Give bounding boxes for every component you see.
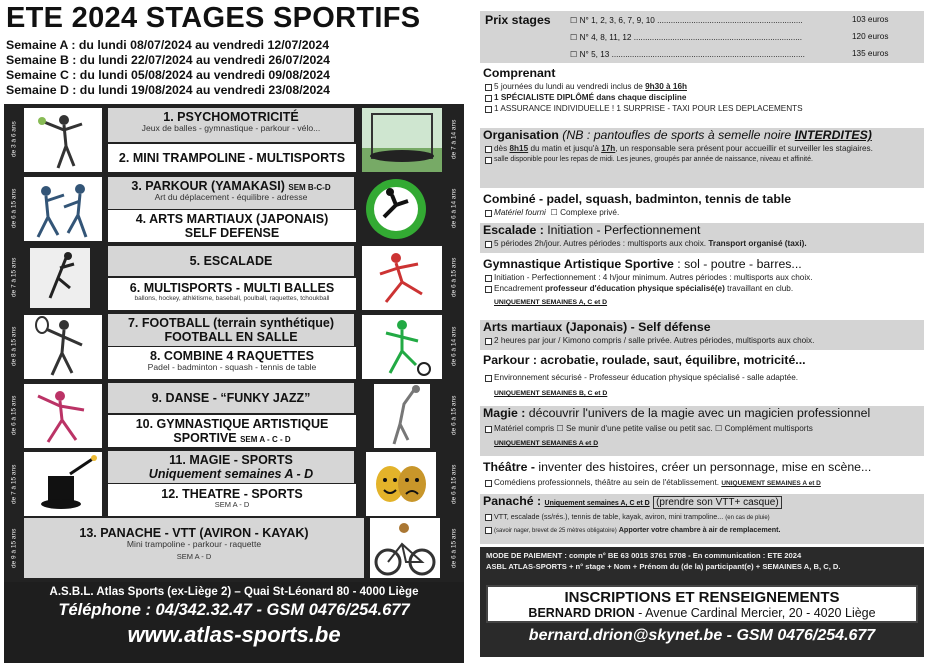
activity-title: 9. DANSE - “FUNKY JAZZ” <box>151 391 311 405</box>
section-title: Arts martiaux (Japonais) - Self défense <box>483 320 711 334</box>
activity-subtitle: ballons, hockey, athlétisme, baseball, poulball, raquettes, tchoukball <box>134 295 330 302</box>
price-value: 103 euros <box>852 15 889 24</box>
activity-2 <box>108 144 356 172</box>
section-title: Gymnastique Artistique Sportive : sol - poutre - barres... <box>483 257 802 271</box>
section-title: Magie : découvrir l'univers de la magie avec un magicien professionnel <box>483 406 871 420</box>
activity-title-line2: FOOTBALL EN SALLE <box>164 330 298 344</box>
payment-box <box>480 547 924 657</box>
activity-tag: SEM B-C-D <box>288 183 331 192</box>
section-title: Escalade : Initiation - Perfectionnement <box>483 223 701 237</box>
list-item: 1 ASSURANCE INDIVIDUELLE ! 1 SURPRISE - TAXI POUR LES DEPLACEMENTS <box>480 103 924 114</box>
age-label: de 7 à 15 ans <box>10 257 18 297</box>
week-c: Semaine C : du lundi 05/08/2024 au vendredi 09/08/2024 <box>6 68 330 82</box>
activity-title: 10. GYMNASTIQUE ARTISTIQUE <box>135 417 329 431</box>
activity-title: 12. THEATRE - SPORTS <box>161 487 303 501</box>
activity-tag: SEM A - C - D <box>240 435 291 444</box>
activities-panel <box>4 104 464 582</box>
section-title: Théâtre - inventer des histoires, créer un personnage, mise en scène... <box>483 460 872 474</box>
activity-subtitle: SEM A - D <box>214 500 250 509</box>
list-item: 5 périodes 2h/jour. Autres périodes : multisports aux choix. Transport organisé (taxi). <box>480 238 924 249</box>
week-b: Semaine B : du lundi 22/07/2024 au vendredi 26/07/2024 <box>6 53 330 67</box>
age-label: de 3 à 6 ans <box>10 121 18 157</box>
athletics-image <box>362 246 442 310</box>
theatre-masks-image <box>366 452 436 516</box>
activity-subtitle: Art du déplacement - équilibre - adresse <box>154 192 308 202</box>
price-label: Prix stages <box>485 13 551 27</box>
address: A.S.B.L. Atlas Sports (ex-Liège 2) – Quai St-Léonard 80 - 4000 Liège <box>49 586 419 598</box>
section-title: Parkour : acrobatie, roulade, saut, équilibre, motricité... <box>483 353 806 367</box>
inscriptions-title: INSCRIPTIONS ET RENSEIGNEMENTS <box>564 589 840 606</box>
age-label: de 7 à 15 ans <box>10 464 18 504</box>
section-title: Panaché : Uniquement semaines A, C et D (prendre son VTT+ casque) <box>480 494 924 511</box>
inscriptions-box <box>486 585 918 623</box>
activity-title: 2. MINI TRAMPOLINE - MULTISPORTS <box>118 151 346 165</box>
section-organisation <box>480 128 924 188</box>
activity-title: 13. PANACHE - VTT (AVIRON - KAYAK) <box>79 526 309 540</box>
list-item: salle disponible pour les repas de midi. Les jeunes, groupés par année de naissance, niveau et affinité. <box>480 154 924 165</box>
inscriptions-contact: BERNARD DRION - Avenue Cardinal Mercier, 20 - 4020 Liège <box>528 606 876 620</box>
right-page <box>474 0 933 663</box>
list-item: Initiation - Perfectionnement : 4 h/jour minimum. Autres périodes : multisports aux choix. <box>480 272 924 283</box>
website-link[interactable]: www.atlas-sports.be <box>127 622 341 647</box>
section-title: Organisation (NB : pantoufles de sports à semelle noire INTERDITES) <box>483 128 872 142</box>
age-label: de 6 à 15 ans <box>450 464 458 504</box>
list-item: Environnement sécurisé - Professeur éducation physique spécialisé - salle adaptée. <box>480 372 924 383</box>
phone: Téléphone : 04/342.32.47 - GSM 0476/254.677 <box>58 601 410 619</box>
activity-title: 5. ESCALADE <box>189 254 273 268</box>
price-row: ☐ N° 1, 2, 3, 6, 7, 9, 10 ................................................................ <box>570 16 803 25</box>
activity-9 <box>108 383 354 413</box>
list-item: (savoir nager, brevet de 25 mètres obligatoire) Apporter votre chambre à air de remplacement. <box>480 524 924 537</box>
activity-8 <box>108 347 356 379</box>
activity-title: 4. ARTS MARTIAUX (JAPONAIS) <box>135 212 329 226</box>
climbing-image <box>30 248 90 308</box>
dance-image <box>24 384 102 448</box>
activity-title: 11. MAGIE - SPORTS <box>169 453 293 467</box>
activity-title: 6. MULTISPORTS - MULTI BALLES <box>129 281 335 295</box>
age-label: de 6 à 14 ans <box>450 188 458 228</box>
martial-arts-image <box>24 177 102 241</box>
contact-footer <box>4 582 464 663</box>
activity-6 <box>108 278 356 310</box>
weeks-note: UNIQUEMENT SEMAINES A et D <box>494 440 599 447</box>
activity-subtitle: Padel - badminton - squash - tennis de table <box>147 362 317 372</box>
section-panache <box>480 494 924 544</box>
section-arts-martiaux <box>480 320 924 350</box>
section-title: Combiné - padel, squash, badminton, tennis de table <box>483 192 792 206</box>
age-label: de 9 à 15 ans <box>10 528 18 568</box>
activity-title-line2: SPORTIVE SEM A - C - D <box>173 431 291 445</box>
activity-title-line2: Uniquement semaines A - D <box>148 467 314 481</box>
age-label: de 6 à 15 ans <box>450 528 458 568</box>
activity-title: 1. PSYCHOMOTRICITÉ <box>163 110 299 124</box>
weeks-list <box>6 38 456 98</box>
activity-subtitle: Mini trampoline - parkour - raquette <box>126 539 262 549</box>
age-label: de 6 à 15 ans <box>450 257 458 297</box>
activity-4 <box>108 210 356 242</box>
section-theatre <box>480 460 924 489</box>
list-item: 5 journées du lundi au vendredi inclus de 9h30 à 16h <box>480 81 924 92</box>
section-magie <box>480 406 924 456</box>
activity-13 <box>24 518 364 578</box>
list-item: Matériel fourni ☐ Complexe privé. <box>480 207 924 218</box>
trampoline-image <box>362 108 442 172</box>
weeks-note: UNIQUEMENT SEMAINES A, C et D <box>494 299 608 306</box>
activity-subtitle: Jeux de balles - gymnastique - parkour - vélo... <box>141 123 321 133</box>
week-d: Semaine D : du lundi 19/08/2024 au vendredi 23/08/2024 <box>6 83 330 97</box>
vtt-image <box>370 518 440 578</box>
activity-title: 3. PARKOUR (YAMAKASI) SEM B-C-D <box>131 179 331 193</box>
magic-hat-image <box>24 452 102 516</box>
section-title: Comprenant <box>483 66 556 80</box>
section-parkour <box>480 353 924 399</box>
tennis-image <box>24 315 102 379</box>
price-value: 135 euros <box>852 49 889 58</box>
list-item: VTT, escalade (ss/rés.), tennis de table, kayak, aviron, mini trampoline... (en cas de pluie) <box>480 511 924 524</box>
payment-info: MODE DE PAIEMENT : compte n° BE 63 0015 3761 5708 - En communication : ETE 2024 ASBL ATLAS-SPORTS + n° stage + Nom + Prénom du (de la) participant(e) + SEMAINES A, B, C, D. <box>486 551 841 571</box>
list-item: Comédiens professionnels, théâtre au sein de l'établissement. UNIQUEMENT SEMAINES A et D <box>480 477 924 489</box>
page-title: ETE 2024 STAGES SPORTIFS <box>6 2 421 34</box>
list-item: Encadrement professeur d'éducation physique spécialisé(e) travaillant en club. <box>480 283 924 294</box>
list-item: dès 8h15 du matin et jusqu'à 17h, un responsable sera présent pour accueillir et surveiller les stagiaires. <box>480 143 924 154</box>
section-escalade <box>480 223 924 253</box>
section-combine <box>480 192 924 218</box>
gymnastics-image <box>374 384 430 448</box>
activity-5 <box>108 246 354 276</box>
section-comprenant <box>480 66 924 114</box>
activity-title-line2: SELF DEFENSE <box>184 226 280 240</box>
weeks-note: UNIQUEMENT SEMAINES B, C et D <box>494 390 608 397</box>
price-box <box>480 11 924 63</box>
section-gym <box>480 257 924 308</box>
football-image <box>362 315 442 379</box>
activity-10 <box>108 415 356 447</box>
list-item: Matériel compris ☐ Se munir d'une petite valise ou petit sac. ☐ Complément multisports <box>480 423 924 434</box>
parkour-logo-image <box>366 179 426 239</box>
activity-subtitle-2: SEM A - D <box>176 551 212 561</box>
activity-3 <box>108 177 354 209</box>
email-contact[interactable]: bernard.drion@skynet.be - GSM 0476/254.677 <box>528 627 876 644</box>
list-item: 2 heures par jour / Kimono compris / salle privée. Autres périodes, multisports aux choix. <box>480 335 924 346</box>
week-a: Semaine A : du lundi 08/07/2024 au vendredi 12/07/2024 <box>6 38 330 52</box>
activity-7 <box>108 314 354 346</box>
age-label: de 6 à 15 ans <box>10 395 18 435</box>
age-label: de 7 à 14 ans <box>450 119 458 159</box>
gymnast-image <box>24 108 102 172</box>
activity-1 <box>108 108 354 142</box>
age-label: de 6 à 15 ans <box>10 188 18 228</box>
activity-title: 7. FOOTBALL (terrain synthétique) <box>127 316 335 330</box>
activity-title: 8. COMBINE 4 RAQUETTES <box>150 349 314 363</box>
activity-12 <box>108 484 356 516</box>
age-label: de 6 à 14 ans <box>450 326 458 366</box>
list-item: 1 SPÉCIALISTE DIPLÔMÉ dans chaque discipline <box>480 92 924 103</box>
price-row: ☐ N° 5, 13 ..................................................................................... <box>570 50 805 59</box>
price-value: 120 euros <box>852 32 889 41</box>
price-row: ☐ N° 4, 8, 11, 12 .......................................................................... <box>570 33 803 42</box>
activity-11 <box>108 451 354 483</box>
age-label: de 8 à 15 ans <box>10 326 18 366</box>
age-label: de 6 à 15 ans <box>450 395 458 435</box>
